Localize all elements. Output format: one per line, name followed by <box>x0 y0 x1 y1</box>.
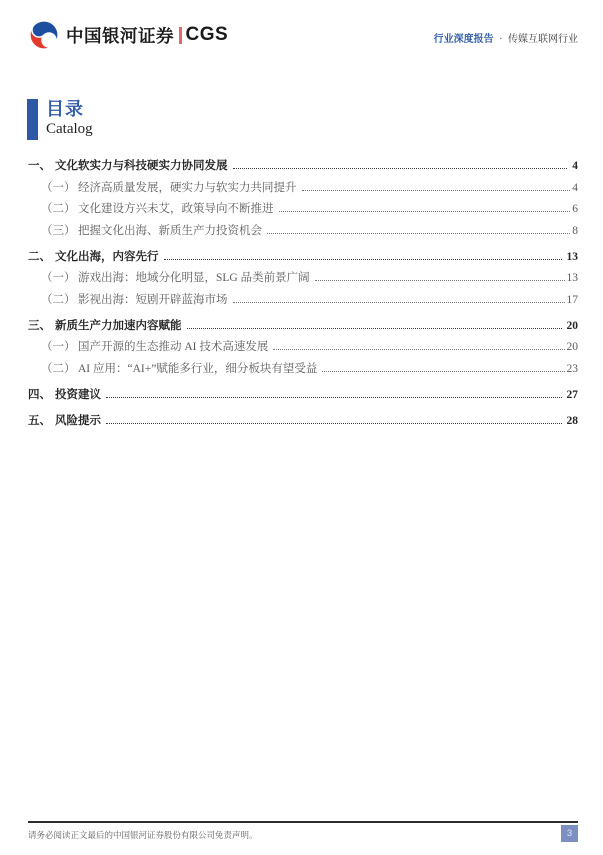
toc-item-number: （一） <box>41 272 76 284</box>
toc-item-number: （二） <box>41 362 76 375</box>
toc-item[interactable] <box>28 360 578 382</box>
toc-item-page: 17 <box>566 293 578 306</box>
toc-leader-dots <box>106 423 562 424</box>
page-footer <box>28 821 578 841</box>
toc-item-page: 13 <box>566 272 578 284</box>
toc-item-number: （二） <box>41 203 76 215</box>
toc-item-number: 一、 <box>28 160 51 172</box>
toc-item-number: 四、 <box>28 388 51 401</box>
toc-leader-dots <box>322 371 564 372</box>
toc-item-page: 6 <box>572 203 578 215</box>
toc-item-label: 影视出海：短剧开辟蓝海市场 <box>78 293 228 306</box>
toc-item-label: 游戏出海：地域分化明显，SLG 品类前景广阔 <box>78 272 310 284</box>
toc-leader-dots <box>164 259 562 260</box>
toc-leader-dots <box>302 190 571 191</box>
title-accent-bar <box>27 99 38 140</box>
toc-leader-dots <box>233 302 565 303</box>
toc-item-number: 五、 <box>28 414 51 427</box>
toc-item[interactable] <box>28 248 578 270</box>
toc-item[interactable] <box>28 412 578 434</box>
toc-leader-dots <box>106 397 562 398</box>
toc-item-label: 国产开源的生态推动 AI 技术高速发展 <box>78 341 269 353</box>
toc-item-number: （一） <box>41 341 76 353</box>
toc-item[interactable] <box>28 179 578 201</box>
header-separator: · <box>499 33 503 45</box>
toc-item-label: 风险提示 <box>55 414 101 427</box>
toc-item-label: 文化软实力与科技硬实力协同发展 <box>55 160 228 172</box>
industry-label: 传媒互联网行业 <box>508 33 578 45</box>
toc-item-page: 20 <box>566 319 578 332</box>
page-number-badge: 3 <box>561 825 578 842</box>
galaxy-swirl-icon <box>28 20 60 50</box>
toc-item-page: 20 <box>566 341 578 353</box>
toc-item-label: 新质生产力加速内容赋能 <box>55 319 182 332</box>
toc-item-page: 27 <box>566 388 578 401</box>
toc-item-label: 文化出海，内容先行 <box>55 250 159 263</box>
toc-item[interactable] <box>28 200 578 222</box>
toc-leader-dots <box>279 211 571 212</box>
toc-item[interactable] <box>28 291 578 313</box>
brand-divider <box>179 27 182 44</box>
toc-item-label: AI 应用：“AI+”赋能多行业，细分板块有望受益 <box>78 362 318 375</box>
toc-item-label: 投资建议 <box>55 388 101 401</box>
toc-leader-dots <box>273 349 564 350</box>
toc-item[interactable] <box>28 222 578 244</box>
brand-name-cn: 中国银河证券 <box>66 25 174 46</box>
toc-leader-dots <box>187 328 562 329</box>
toc-item-number: （一） <box>41 181 76 194</box>
toc-item-page: 4 <box>572 181 578 194</box>
brand <box>28 20 228 50</box>
toc-item-label: 经济高质量发展，硬实力与软实力共同提升 <box>78 181 297 194</box>
catalog-title-block <box>27 99 603 140</box>
toc-item-label: 文化建设方兴未艾，政策导向不断推进 <box>78 203 274 215</box>
toc-item-page: 23 <box>566 362 578 375</box>
catalog-title-cn: 目录 <box>46 99 84 119</box>
disclaimer-text: 请务必阅读正文最后的中国银河证券股份有限公司免责声明。 <box>28 830 258 840</box>
toc-item-page: 4 <box>572 160 578 172</box>
toc-leader-dots <box>233 168 568 169</box>
toc-item-label: 把握文化出海、新质生产力投资机会 <box>78 224 262 237</box>
brand-name-en: CGS <box>185 24 229 45</box>
header-report-info <box>434 26 578 45</box>
toc-item[interactable] <box>28 386 578 408</box>
toc-item-number: （二） <box>41 293 76 306</box>
toc-list <box>28 157 578 433</box>
toc-item[interactable] <box>28 317 578 339</box>
toc-item-page: 8 <box>572 224 578 237</box>
page-header <box>0 0 603 50</box>
toc-item-number: 二、 <box>28 250 51 263</box>
toc-item[interactable] <box>28 157 578 179</box>
toc-item[interactable] <box>28 269 578 291</box>
toc-item-page: 13 <box>566 250 578 263</box>
toc-leader-dots <box>267 233 570 234</box>
catalog-title-en: Catalog <box>46 121 93 137</box>
toc-item-number: （三） <box>41 224 76 237</box>
toc-item-page: 28 <box>566 414 578 427</box>
toc-item[interactable] <box>28 338 578 360</box>
toc-item-number: 三、 <box>28 319 51 332</box>
report-type-label: 行业深度报告 <box>433 33 494 45</box>
toc-leader-dots <box>315 280 565 281</box>
